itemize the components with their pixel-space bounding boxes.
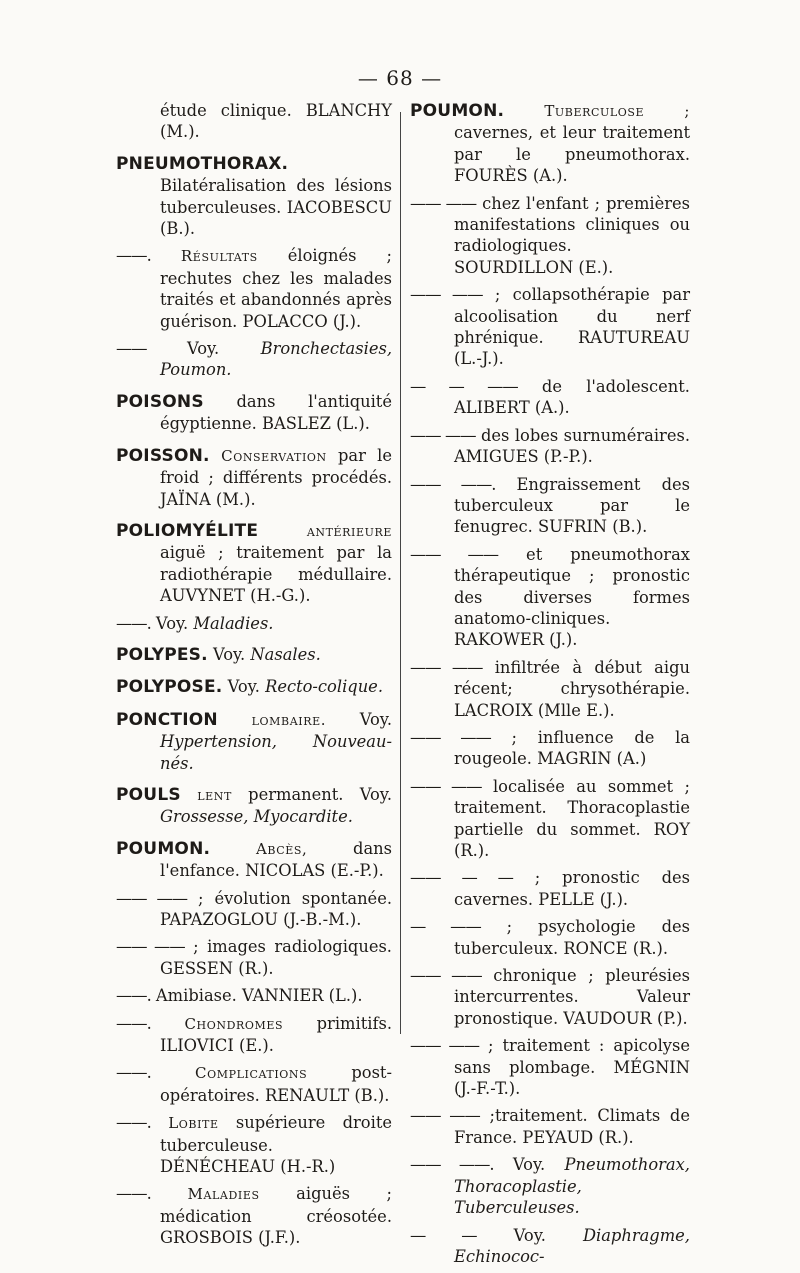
entry-subject: antérieure <box>258 521 392 540</box>
entry-dash: —— —— <box>116 937 185 957</box>
entry-subject: Abcès, <box>210 839 308 858</box>
entry-dash: —— —— <box>410 544 499 564</box>
entry-dash: —— —— <box>410 1106 480 1126</box>
left-entry <box>116 676 392 698</box>
right-entry <box>410 193 690 279</box>
right-entry <box>410 1035 690 1099</box>
right-entry <box>410 727 690 770</box>
right-entry <box>410 376 690 419</box>
entry-text: Voy. <box>476 1225 583 1245</box>
left-entry <box>116 613 392 634</box>
entry-text: ; images radiologiques. GESSEN (R.). <box>160 937 392 978</box>
entry-dash: —— — — <box>410 868 513 888</box>
entry-dash: —— <box>116 339 187 359</box>
right-entry <box>410 916 690 959</box>
entry-headword: POUMON. <box>116 838 211 859</box>
entry-subject: Résultats <box>150 247 258 266</box>
left-entry <box>116 100 392 143</box>
entry-dash: —— ——. <box>410 1155 494 1175</box>
entry-headword: POISONS <box>116 391 204 412</box>
left-entry <box>116 1183 392 1248</box>
entry-text: ;traitement. Climats de France. PEYAUD (R.). <box>454 1106 690 1147</box>
entry-headword: POLIOMYÉLITE <box>116 520 259 541</box>
entry-dash: ——. <box>116 1184 151 1204</box>
left-entry <box>116 391 392 435</box>
entry-dash: —— —— <box>410 193 477 213</box>
entry-text: permanent. Voy. <box>231 784 392 804</box>
right-entry <box>410 657 690 721</box>
entry-text: chez l'enfant ; premières manifestations cliniques ou radiologiques. SOURDILLON (E.). <box>454 193 690 277</box>
left-entry <box>116 1013 392 1057</box>
entry-text: chronique ; pleurésies intercurrentes. Valeur pronostique. VAUDOUR (P.). <box>454 966 690 1028</box>
entry-dash: ——. <box>116 246 151 266</box>
entry-dash: —— ——. <box>410 474 496 494</box>
entry-reference: Maladies. <box>193 613 274 633</box>
entry-text: post-opératoires. RENAULT (B.). <box>160 1063 392 1105</box>
left-column <box>116 100 392 1255</box>
entry-dash: ——. <box>116 613 151 633</box>
entry-text: aiguë ; traitement par la radiothérapie médullaire. AUVYNET (H.-G.). <box>160 543 392 606</box>
entry-text: Engraissement des tuberculeux par le fenugrec. SUFRIN (B.). <box>454 474 690 537</box>
left-entry <box>116 936 392 979</box>
entry-headword: POLYPES. <box>116 644 208 665</box>
entry-reference: Nasales. <box>250 644 321 664</box>
right-entry <box>410 1225 690 1268</box>
left-entry <box>116 888 392 931</box>
left-entry <box>116 985 392 1006</box>
entry-text: localisée au sommet ; traitement. Thoracoplastie partielle du sommet. ROY (R.). <box>454 776 690 860</box>
entry-headword: POLYPOSE. <box>116 677 223 698</box>
entry-reference: Diaphragme, Echinococ- <box>454 1225 690 1266</box>
entry-text: primitifs. ILIOVICI (E.). <box>160 1013 393 1056</box>
right-entry <box>410 100 690 187</box>
entry-reference: Pneumothorax, Thoracoplastie, Tuberculeuses. <box>454 1155 690 1218</box>
left-entry <box>116 338 392 381</box>
entry-headword: POULS <box>116 784 181 805</box>
entry-text: supérieure droite tuberculeuse. DÉNÉCHEAU (H.-R.) <box>160 1113 392 1177</box>
entry-dash: —— —— <box>410 285 483 305</box>
entry-dash: —— —— <box>410 966 482 986</box>
left-entry <box>116 709 392 774</box>
entry-text: cavernes, et leur traitement par le pneumothorax. FOURÈS (A.). <box>454 123 690 186</box>
entry-dash: —— —— <box>116 888 188 908</box>
entry-dash: — — <box>410 1225 477 1245</box>
entry-dash: ——. <box>116 1113 151 1133</box>
page-number: — 68 — <box>357 66 443 90</box>
entry-text: ; traitement : apicolyse sans plombage. MÉGNIN (J.-F.-T.). <box>454 1036 690 1099</box>
entry-text: ; évolution spontanée. PAPAZOGLOU (J.-B.-M.). <box>160 888 392 929</box>
entry-text: Voy. <box>222 677 266 697</box>
entry-subject: Chondromes <box>150 1014 284 1033</box>
left-entry <box>116 838 392 882</box>
entry-text: Voy. <box>186 339 261 359</box>
entry-text: ; influence de la rougeole. MAGRIN (A.) <box>454 727 690 769</box>
entry-text: Bilatéralisation des lésions tuberculeuses. IACOBESCU (B.). <box>160 176 392 239</box>
right-entry <box>410 1105 690 1148</box>
entry-subject: lent <box>180 785 232 804</box>
entry-reference: Recto-colique. <box>265 677 383 697</box>
entry-subject: Lobite <box>150 1114 219 1133</box>
left-entry <box>116 445 392 510</box>
entry-text: Amibiase. VANNIER (L.). <box>150 986 363 1006</box>
entry-headword: POISSON. <box>116 445 210 466</box>
right-entry <box>410 1154 690 1218</box>
entry-text: ; pronostic des cavernes. PELLE (J.). <box>454 868 690 909</box>
entry-dash: — —— <box>410 917 481 937</box>
right-entry <box>410 474 690 538</box>
entry-subject: Complications <box>150 1064 308 1083</box>
entry-text: éloignés ; rechutes chez les malades traités et abandonnés après guérison. POLACCO (J.). <box>160 246 392 331</box>
right-entry <box>410 284 690 370</box>
entry-subject: Conservation <box>209 446 327 465</box>
entry-dash: ——. <box>116 1063 151 1083</box>
entry-subject: Tuberculose ; <box>504 102 690 120</box>
right-column <box>410 100 690 1273</box>
entry-subject: lombaire. <box>217 710 327 729</box>
left-entry <box>116 1062 392 1106</box>
entry-text: Voy. <box>493 1155 565 1175</box>
entry-text: des lobes surnuméraires. AMIGUES (P.-P.). <box>454 425 690 467</box>
entry-reference: Hypertension, Nouveau-nés. <box>160 732 392 773</box>
entry-text: infiltrée à début aigu récent; chrysothérapie. LACROIX (Mlle E.). <box>454 657 690 720</box>
entry-dash: —— —— <box>410 776 482 796</box>
left-entry <box>116 644 392 666</box>
entry-dash: ——. <box>116 986 151 1006</box>
right-entry <box>410 544 690 651</box>
entry-text: et pneumothorax thérapeutique ; pronostic des diverses formes anatomo-cliniques. RAKOWER (J.). <box>454 544 690 650</box>
entry-text: dans l'antiquité égyptienne. BASLEZ (L.). <box>160 391 392 434</box>
entry-headword: POUMON. <box>410 101 505 121</box>
right-entry <box>410 776 690 862</box>
entry-dash: —— —— <box>410 1036 480 1056</box>
entry-text: aiguës ; médication créosotée. GROSBOIS (J.F.). <box>160 1184 393 1248</box>
entry-headword: PONCTION <box>116 709 218 730</box>
entry-headword: PNEUMOTHORAX. <box>116 153 289 174</box>
entry-text: dans l'enfance. NICOLAS (E.-P.). <box>160 838 392 881</box>
entry-text: étude clinique. BLANCHY (M.). <box>160 101 392 142</box>
left-entry <box>116 153 392 240</box>
entry-text: ; psychologie des tuberculeux. RONCE (R.). <box>454 917 690 958</box>
right-entry <box>410 867 690 910</box>
entry-text: Voy. <box>326 709 392 729</box>
entry-reference: Bronchectasies, Poumon. <box>160 339 392 380</box>
left-entry <box>116 520 392 607</box>
right-entry <box>410 965 690 1029</box>
entry-subject: Maladies <box>150 1185 260 1204</box>
entry-text: Voy. <box>207 644 251 664</box>
entry-dash: — — —— <box>410 376 518 396</box>
entry-dash: —— —— <box>410 727 491 747</box>
left-entry <box>116 1112 392 1177</box>
entry-text: par le froid ; différents procédés. JAÏNA (M.). <box>160 445 393 509</box>
entry-dash: —— —— <box>410 657 483 677</box>
entry-dash: —— —— <box>410 425 476 445</box>
entry-dash: ——. <box>116 1013 151 1033</box>
left-entry <box>116 784 392 828</box>
entry-text: ; collapsothérapie par alcoolisation du nerf phrénique. RAUTUREAU (L.-J.). <box>454 285 690 369</box>
entry-reference: Grossesse, Myocardite. <box>160 807 353 827</box>
left-entry <box>116 245 392 332</box>
right-entry <box>410 425 690 468</box>
column-divider <box>400 112 401 1034</box>
entry-text: Voy. <box>150 613 194 633</box>
entry-text: de l'adolescent. ALIBERT (A.). <box>454 376 690 418</box>
